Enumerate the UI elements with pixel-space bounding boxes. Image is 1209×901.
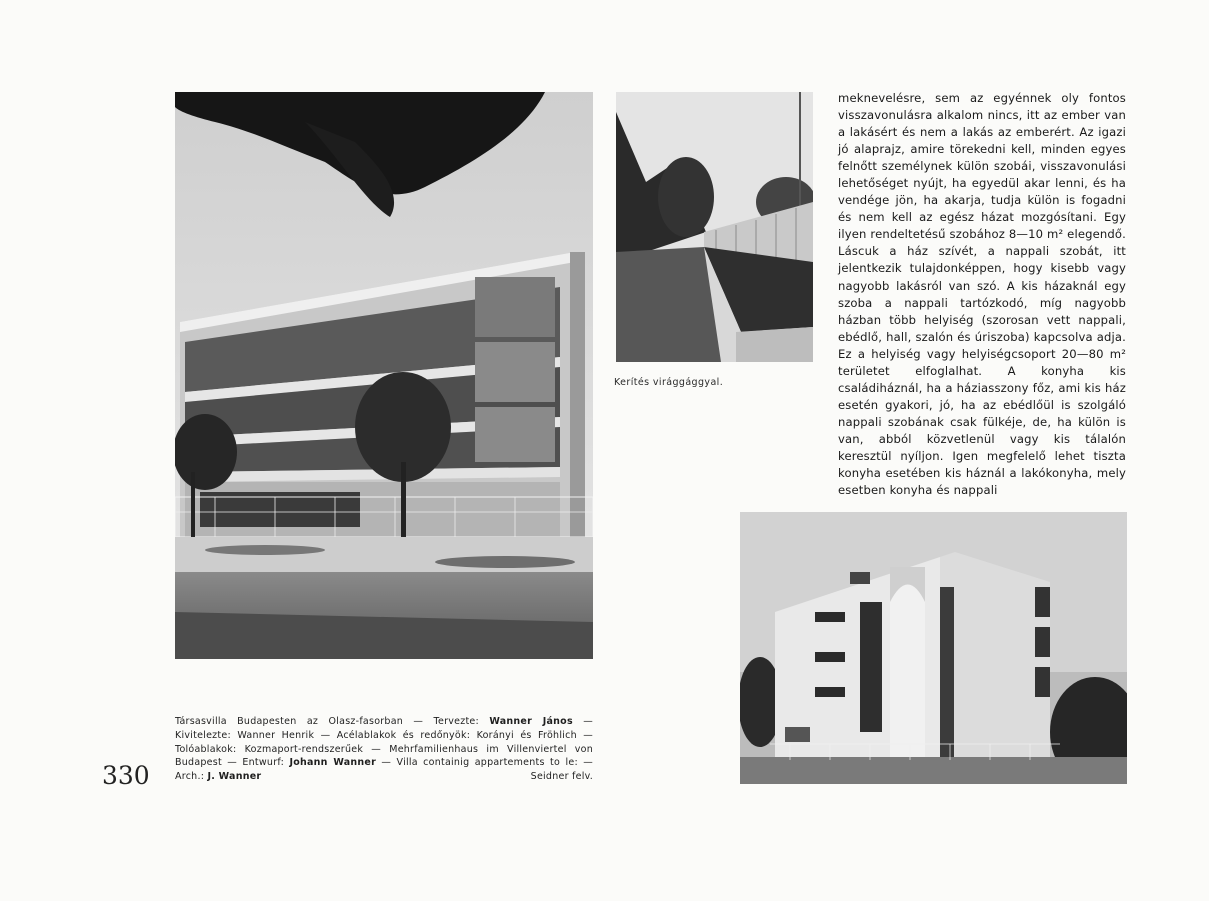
caption-text-2: — Kivitelezte: Wanner Henrik — Acélablakok és redőnyök: Korányi és Fröhlich — Tolóablakok: Kozmaport-rendszerűek — Mehrfamilienhaus im Villenviertel von Budapest — Entwurf: [175, 716, 593, 769]
photo-credit: Seidner felv. [530, 771, 593, 783]
architect-name: Wanner János [489, 716, 573, 727]
fence-with-flowerbed-photo [616, 92, 813, 362]
caption-text-3: — Villa containig appartements to le: — Arch.: [175, 757, 594, 783]
building-caption [175, 715, 593, 784]
article-body-text: meknevelésre, sem az egyénnek oly fontos visszavonulásra alkalom nincs, itt az ember van a lakásért és nem a lakás az emberért. Az igazi jó alaprajz, amire törekedni kell, minden egyes felnőtt személynek külön szobái, visszavonulási lehetőséget nyújt, ha egyedül akar lenni, és ha vendége jön, ha akarja, tudja külön is fogadni és nem kell az egész házat mozgósítani. Egy ilyen rendeltetésű szobához 8—10 m² elegendő. Láscuk a ház szívét, a nappali szobát, itt jelentkezik tulajdonképpen, hogy kisebb vagy nagyobb lakásról van szó. A kis házaknál egy szoba a nappali tartózkodó, míg nagyobb házban több helyiség (szorosan vett nappali, ebédlő, hall, szalón és úriszoba) kapcsolva adja. Ez a helyiség vagy helyiségcsoport 20—80 m² területet elfoglalhat. A konyha kis családiháznál, ha a háziasszony főz, ami kis ház esetén gyakori, jó, ha az ebédlőül is szolgáló nappali szobának csak fülkéje, de, ha külön is van, abból közvetlenül vagy kis tálalón keresztül nyíljon. Igen megfelelő lehet tiszta konyha esetében kis háznál a lakókonyha, mely esetben konyha és nappali [838, 91, 1126, 498]
architect-name-german: Johann Wanner [289, 757, 377, 769]
architect-name-short: J. Wanner [207, 771, 262, 783]
caption-text-1: Társasvilla Budapesten az Olasz-fasorban — Tervezte: [175, 716, 490, 727]
apartment-building-photo [175, 92, 593, 659]
fence-photo-caption: Kerítés virággággyal. [614, 377, 724, 388]
page-number: 330 [102, 761, 150, 790]
white-villa-photo [740, 512, 1127, 784]
